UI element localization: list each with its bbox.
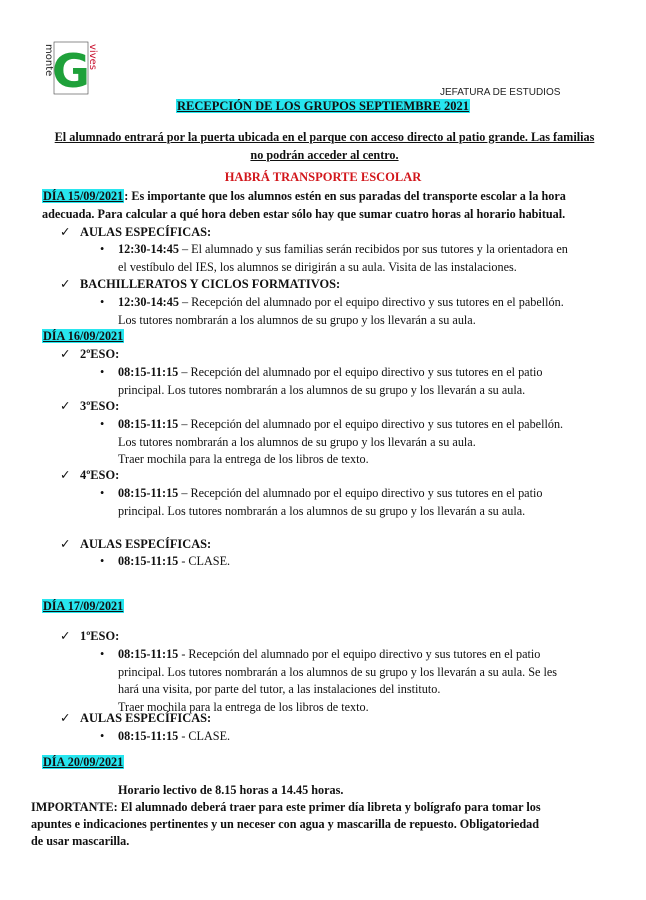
- item-text: el vestíbulo del IES, los alumnos se dirigirán a su aula. Visita de las instalaciones.: [118, 259, 517, 274]
- item-text: principal. Los tutores nombrarán a los alumnos de su grupo y los llevarán a su aula.: [118, 503, 526, 518]
- transport-notice: HABRÁ TRANSPORTE ESCOLAR: [224, 170, 422, 184]
- item-text: – Recepción del alumnado por el equipo directivo y sus tutores en el pabellón.: [178, 417, 564, 431]
- item-time: 08:15-11:15: [118, 647, 179, 661]
- document-title: [0, 99, 646, 114]
- checkmark-icon: ✓: [60, 347, 71, 361]
- day4-heading: [42, 754, 602, 772]
- intro-paragraph: El alumnado entrará por la puerta ubicada en el parque con acceso directo al patio grande. Las familias no podrán acceder al centro.: [54, 130, 595, 162]
- checkmark-icon: ✓: [60, 537, 71, 551]
- bullet-icon: •: [100, 486, 105, 500]
- item-text: Traer mochila para la entrega de los libros de texto.: [118, 699, 369, 714]
- logo-vives-text: vives: [87, 44, 98, 70]
- item-text: Los tutores nombrarán a los alumnos de su grupo y los llevarán a su aula.: [118, 434, 476, 449]
- group-label: AULAS ESPECÍFICAS:: [80, 537, 212, 551]
- group-label: AULAS ESPECÍFICAS:: [80, 711, 212, 725]
- item-text: principal. Los tutores nombrarán a los alumnos de su grupo y los llevarán a su aula. Se les: [118, 664, 557, 679]
- bullet-icon: •: [100, 242, 105, 256]
- day2-heading: [42, 328, 602, 346]
- day1-group1-heading: [60, 224, 211, 241]
- day2-group4-heading: [60, 536, 211, 553]
- group-label: 2ºESO:: [80, 347, 120, 361]
- item-time: 12:30-14:45: [118, 242, 179, 256]
- item-time: 08:15-11:15: [118, 486, 179, 500]
- item-time: 08:15-11:15: [118, 417, 179, 431]
- day4-important-line2: apuntes e indicaciones pertinentes y un neceser con agua y mascarilla de repuesto. Obligatoriedad: [31, 817, 540, 831]
- day1-note-line2: adecuada. Para calcular a qué hora deben estar sólo hay que sumar cuatro horas al horario habitual.: [42, 207, 566, 221]
- item-text: Los tutores nombrarán a los alumnos de su grupo y los llevarán a su aula.: [118, 312, 476, 327]
- checkmark-icon: ✓: [60, 225, 71, 239]
- day2-group3-heading: [60, 467, 119, 484]
- day3-group2-heading: [60, 710, 211, 727]
- bullet-icon: •: [100, 295, 105, 309]
- title-text: RECEPCIÓN DE LOS GRUPOS SEPTIEMBRE 2021: [176, 99, 470, 113]
- bullet-icon: •: [100, 647, 105, 661]
- day3-heading: [42, 598, 602, 616]
- item-text: – Recepción del alumnado por el equipo directivo y sus tutores en el pabellón.: [178, 295, 564, 309]
- day4-horario: Horario lectivo de 8.15 horas a 14.45 horas.: [118, 783, 344, 797]
- item-text: – Recepción del alumnado por el equipo directivo y sus tutores en el patio: [178, 486, 543, 500]
- logo-monte-text: monte: [43, 44, 54, 77]
- item-text: - Recepción del alumnado por el equipo directivo y sus tutores en el patio: [178, 647, 541, 661]
- school-logo: [38, 40, 100, 100]
- checkmark-icon: ✓: [60, 711, 71, 725]
- item-text: principal. Los tutores nombrarán a los alumnos de su grupo y los llevarán a su aula.: [118, 382, 526, 397]
- day3-date: DÍA 17/09/2021: [43, 599, 124, 613]
- group-label: 4ºESO:: [80, 468, 120, 482]
- item-text: - CLASE.: [178, 729, 231, 743]
- day1-note-line1: [42, 188, 602, 206]
- bullet-icon: •: [100, 417, 105, 431]
- department-label: JEFATURA DE ESTUDIOS: [440, 87, 561, 98]
- logo-g-letter: G: [52, 44, 90, 98]
- group-label: 1ºESO:: [80, 629, 120, 643]
- item-time: 08:15-11:15: [118, 554, 179, 568]
- checkmark-icon: ✓: [60, 277, 71, 291]
- day4-date: DÍA 20/09/2021: [43, 755, 124, 769]
- day4-important-line3: de usar mascarilla.: [31, 834, 130, 848]
- group-label: 3ºESO:: [80, 399, 120, 413]
- checkmark-icon: ✓: [60, 468, 71, 482]
- item-text: – Recepción del alumnado por el equipo directivo y sus tutores en el patio: [178, 365, 543, 379]
- item-time: 08:15-11:15: [118, 729, 179, 743]
- day2-group1-heading: [60, 346, 119, 363]
- day2-date: DÍA 16/09/2021: [43, 329, 124, 343]
- item-text: Traer mochila para la entrega de los libros de texto.: [118, 452, 369, 466]
- bullet-icon: •: [100, 554, 105, 568]
- item-text: - CLASE.: [178, 554, 231, 568]
- day1-date: DÍA 15/09/2021: [43, 189, 124, 203]
- checkmark-icon: ✓: [60, 399, 71, 413]
- bullet-icon: •: [100, 365, 105, 379]
- bullet-icon: •: [100, 729, 105, 743]
- checkmark-icon: ✓: [60, 629, 71, 643]
- group-label: AULAS ESPECÍFICAS:: [80, 225, 212, 239]
- item-time: 08:15-11:15: [118, 365, 179, 379]
- day3-group1-heading: [60, 628, 119, 645]
- item-text: – El alumnado y sus familias serán recibidos por sus tutores y la orientadora en: [178, 242, 568, 256]
- day1-note-text1: : Es importante que los alumnos estén en sus paradas del transporte escolar a la hora: [124, 189, 566, 203]
- item-time: 12:30-14:45: [118, 295, 179, 309]
- group-label: BACHILLERATOS Y CICLOS FORMATIVOS:: [80, 277, 341, 291]
- day1-group2-heading: [60, 276, 340, 293]
- day2-group2-heading: [60, 398, 119, 415]
- item-text: hará una visita, por parte del tutor, a las instalaciones del instituto.: [118, 682, 441, 696]
- day4-important-line1: IMPORTANTE: El alumnado deberá traer para este primer día libreta y bolígrafo para tomar los: [31, 800, 541, 814]
